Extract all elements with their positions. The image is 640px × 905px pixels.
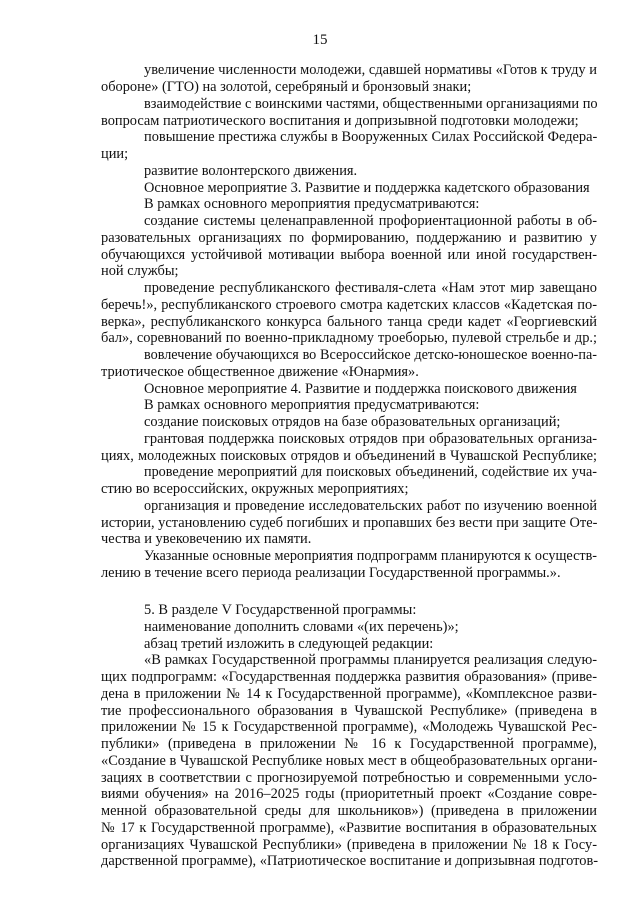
text-line: менной образовательной среды для школьников») (приведена в приложении bbox=[101, 803, 597, 819]
text-line: повышение престижа службы в Вооруженных Силах Российской Федера- bbox=[144, 129, 598, 145]
text-line: В рамках основного мероприятия предусматриваются: bbox=[144, 196, 480, 212]
text-line: «Создание в Чувашской Республике новых мест в общеобразовательных органи- bbox=[101, 753, 598, 769]
text-line: разовательных организациях по формированию, поддержанию и развитию у bbox=[101, 230, 597, 246]
text-line: проведение мероприятий для поисковых объединений, содействие их уча- bbox=[144, 464, 597, 480]
text-line: Указанные основные мероприятия подпрограмм планируются к осуществ- bbox=[144, 548, 597, 564]
text-line: создание поисковых отрядов на базе образовательных организаций; bbox=[144, 414, 561, 430]
text-line: взаимодействие с воинскими частями, общественными организациями по bbox=[144, 96, 598, 112]
text-line: «В рамках Государственной программы планируется реализация следую- bbox=[144, 652, 597, 668]
text-line: создание системы целенаправленной профориентационной работы в об- bbox=[144, 213, 597, 229]
text-line: щих подпрограмм: «Государственная поддержка развития образования» (приве- bbox=[101, 669, 597, 685]
text-line: увеличение численности молодежи, сдавшей нормативы «Готов к труду и bbox=[144, 62, 597, 78]
text-line: № 17 к Государственной программе), «Развитие воспитания в образовательных bbox=[101, 820, 597, 836]
text-line: обучающихся устойчивой мотивации выбора военной или иной государствен- bbox=[101, 247, 597, 263]
text-line: вопросам патриотического воспитания и допризывной подготовки молодежи; bbox=[101, 113, 579, 129]
text-line: проведение республиканского фестиваля-слета «Нам этот мир завещано bbox=[144, 280, 597, 296]
text-line: бал», соревнований по военно-прикладному троеборью, пулевой стрельбе и др.; bbox=[101, 330, 597, 346]
text-line: верка», республиканского конкурса бального танца среди кадет «Георгиевский bbox=[101, 314, 597, 330]
text-line: развитие волонтерского движения. bbox=[144, 163, 358, 179]
text-line: грантовая поддержка поисковых отрядов при образовательных организа- bbox=[144, 431, 597, 447]
text-line: В рамках основного мероприятия предусматриваются: bbox=[144, 397, 480, 413]
text-line: тие профессионального образования в Чувашской Республике» (приведена в bbox=[101, 703, 597, 719]
text-line: виями обучения» на 2016–2025 годы (приоритетный проект «Создание совре- bbox=[101, 786, 597, 802]
text-line: публики» (приведена в приложении № 16 к Государственной программе), bbox=[101, 736, 597, 752]
text-line: стию во всероссийских, окружных мероприятиях; bbox=[101, 481, 409, 497]
text-line: ции; bbox=[101, 146, 129, 162]
text-line: зациях в соответствии с прогнозируемой потребностью и современными усло- bbox=[101, 770, 597, 786]
text-line: дена в приложении № 14 к Государственной программе), «Комплексное разви- bbox=[101, 686, 597, 702]
text-line: истории, установлению судеб погибших и пропавших без вести при защите Оте- bbox=[101, 515, 598, 531]
text-line: организациях Чувашской Республики» (приведена в приложении № 18 к Госу- bbox=[101, 837, 597, 853]
text-line: чества и увековечению их памяти. bbox=[101, 531, 312, 547]
text-line: обороне» (ГТО) на золотой, серебряный и бронзовый знаки; bbox=[101, 79, 472, 95]
text-line: триотическое общественное движение «Юнармия». bbox=[101, 364, 419, 380]
text-line: Основное мероприятие 4. Развитие и поддержка поискового движения bbox=[144, 381, 577, 397]
text-line: ной службы; bbox=[101, 263, 179, 279]
text-line: наименование дополнить словами «(их перечень)»; bbox=[144, 619, 459, 635]
text-line: вовлечение обучающихся во Всероссийское детско-юношеское военно-па- bbox=[144, 347, 597, 363]
page-number: 15 bbox=[312, 32, 328, 48]
text-line: приложении № 15 к Государственной программе), «Молодежь Чувашской Рес- bbox=[101, 719, 597, 735]
text-line: дарственной программе), «Патриотическое воспитание и допризывная подготов- bbox=[101, 853, 599, 869]
text-line: беречь!», республиканского строевого смотра кадетских классов «Кадетская по- bbox=[101, 297, 597, 313]
text-line: циях, молодежных поисковых отрядов и объединений в Чувашской Республике; bbox=[101, 448, 597, 464]
text-line: абзац третий изложить в следующей редакции: bbox=[144, 636, 434, 652]
text-line: организация и проведение исследовательских работ по изучению военной bbox=[144, 498, 597, 514]
section-heading: 5. В разделе V Государственной программы: bbox=[144, 602, 417, 618]
text-line: лению в течение всего периода реализации Государственной программы.». bbox=[101, 565, 561, 581]
text-line: Основное мероприятие 3. Развитие и поддержка кадетского образования bbox=[144, 180, 590, 196]
